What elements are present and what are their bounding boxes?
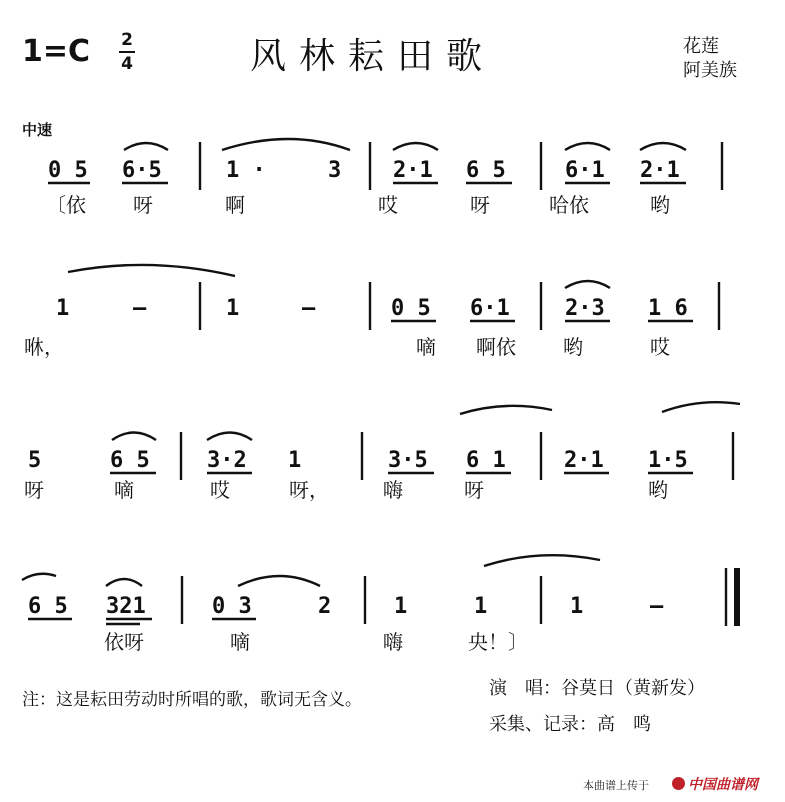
slur [460, 406, 552, 414]
note-group: 6 5 [110, 448, 150, 473]
footnote [22, 685, 362, 710]
note-group: 2·1 [564, 448, 604, 473]
note-group: 6·1 [565, 158, 605, 183]
slur [393, 143, 438, 150]
footnote-label: 注： [22, 690, 56, 710]
slur [22, 574, 56, 580]
note-group: 6 5 [466, 158, 506, 183]
note-group: – [133, 296, 147, 321]
lyric-syllable: 啊 [225, 193, 245, 217]
slur [112, 433, 156, 441]
slur [222, 139, 350, 150]
lyric-syllable: 嘀 [230, 630, 250, 654]
lyric-syllable: 嘀 [416, 335, 436, 359]
slur [662, 402, 740, 412]
site-logo-text: 中国曲谱网 [688, 777, 758, 793]
note-group: – [650, 594, 664, 619]
footnote-text: 这是耘田劳动时所唱的歌，歌词无含义。 [56, 690, 362, 710]
slur [238, 576, 320, 586]
time-signature-numerator: 2 [121, 30, 133, 50]
slur [565, 281, 610, 288]
slur [484, 555, 600, 566]
note-group: 5 [28, 448, 42, 473]
collector-credit [489, 710, 651, 736]
note-group: 0 5 [391, 296, 431, 321]
note-group: 2·1 [640, 158, 680, 183]
tempo-marking: 中速 [22, 121, 53, 139]
note-group: 1 6 [648, 296, 688, 321]
lyric-syllable: 嘀 [114, 478, 134, 502]
singer-name: 谷莫日（黄新发） [561, 678, 705, 699]
slur [207, 433, 252, 441]
collector-name: 高 鸣 [597, 714, 651, 735]
lyric-syllable: 呀 [470, 193, 490, 217]
note-group: 1 [288, 448, 302, 473]
slur [565, 143, 610, 150]
lyric-syllable: 呀 [133, 193, 153, 217]
note-group: 6·1 [470, 296, 510, 321]
time-signature-denominator: 4 [121, 54, 133, 74]
singer-label: 演 唱： [489, 678, 561, 699]
slur [124, 143, 168, 150]
note-group: 2 [318, 594, 332, 619]
collector-label: 采集、记录： [489, 714, 597, 735]
lyric-syllable: 〔依 [46, 193, 86, 217]
lyric-syllable: 哟 [650, 193, 670, 217]
lyric-syllable: 央！〕 [468, 630, 528, 654]
note-group: 1 [570, 594, 584, 619]
lyric-syllable: 呀 [464, 478, 484, 502]
lyric-syllable: 哎 [378, 193, 398, 217]
lyric-syllable: 嗨 [383, 630, 403, 654]
upload-notice: 本曲谱上传于 [583, 779, 649, 792]
note-group: 1 [474, 594, 488, 619]
key-signature: 1=C [22, 34, 91, 69]
note-group: 0 5 [48, 158, 88, 183]
note-group: 2·1 [393, 158, 433, 183]
note-group: 2·3 [565, 296, 605, 321]
site-logo-icon [672, 777, 685, 790]
note-group: – [302, 296, 316, 321]
note-group: 3 [328, 158, 342, 183]
note-group: 321 [106, 594, 146, 619]
lyric-syllable: 呀 [24, 478, 44, 502]
lyric-syllable: 咻， [24, 335, 64, 359]
slur [640, 143, 686, 150]
note-group: 3·5 [388, 448, 428, 473]
lyric-syllable: 呀， [289, 478, 329, 502]
origin-region: 花莲 [683, 36, 719, 57]
note-group: 1 [394, 594, 408, 619]
note-group: 6 5 [28, 594, 68, 619]
origin-ethnicity: 阿美族 [683, 60, 737, 81]
lyric-syllable: 依呀 [104, 630, 144, 654]
song-title: 风林耘田歌 [250, 36, 496, 77]
note-group: 3·2 [207, 448, 247, 473]
note-group: 1·5 [648, 448, 688, 473]
lyric-syllable: 哟 [648, 478, 668, 502]
note-group: 6·5 [122, 158, 162, 183]
lyric-syllable: 哎 [210, 478, 230, 502]
note-group: 0 3 [212, 594, 252, 619]
note-group: 6 1 [466, 448, 506, 473]
lyric-syllable: 嗨 [383, 478, 403, 502]
note-group: 1 · [226, 158, 266, 183]
lyric-syllable: 哎 [650, 335, 670, 359]
slur [106, 579, 142, 586]
singer-credit [489, 674, 705, 700]
note-group: 1 [226, 296, 240, 321]
slur [68, 265, 235, 276]
lyric-syllable: 啊依 [476, 335, 516, 359]
note-group: 1 [56, 296, 70, 321]
lyric-syllable: 哈依 [549, 193, 589, 217]
lyric-syllable: 哟 [563, 335, 583, 359]
